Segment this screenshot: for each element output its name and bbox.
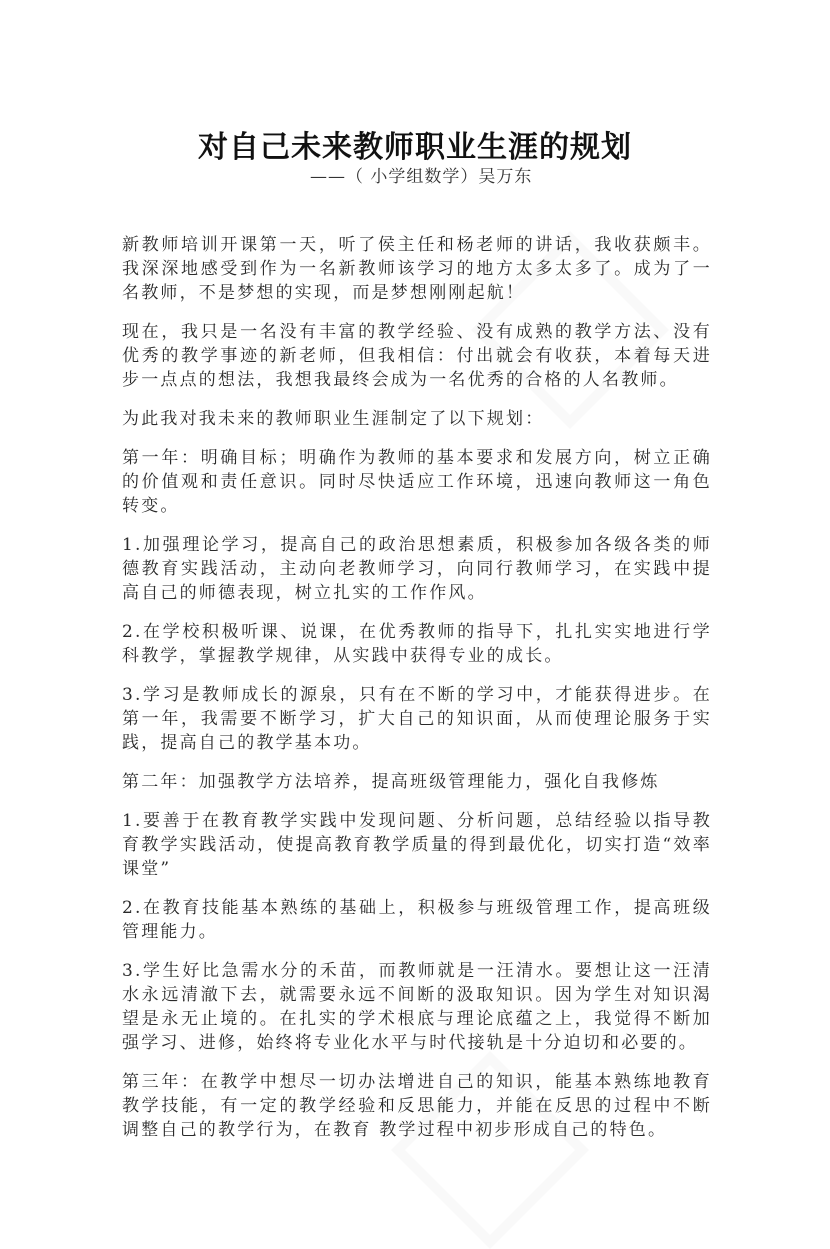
paragraph: 1.加强理论学习，提高自己的政治思想素质，积极参加各级各类的师德教育实践活动，主动向老教师学习，向同行教师学习，在实践中提高自己的师德表现，树立扎实的工作作风。 xyxy=(122,535,712,603)
document-body xyxy=(122,233,712,1157)
paragraph: 3.学习是教师成长的源泉，只有在不断的学习中，才能获得进步。在第一年，我需要不断学习，扩大自己的知识面，从而使理论服务于实践，提高自己的教学基本功。 xyxy=(122,685,712,753)
document-subtitle-author: ——（ 小学组数学）吴万东 xyxy=(310,167,533,187)
document-title: 对自己未来教师职业生涯的规划 xyxy=(198,130,632,166)
paragraph: 为此我对我未来的教师职业生涯制定了以下规划： xyxy=(122,409,545,429)
paragraph: 现在，我只是一名没有丰富的教学经验、没有成熟的教学方法、没有优秀的教学事迹的新老师，但我相信：付出就会有收获，本着每天进步一点点的想法，我想我最终会成为一名优秀的合格的人名教师。 xyxy=(122,322,712,390)
paragraph: 第二年：加强教学方法培养，提高班级管理能力，强化自我修炼 xyxy=(122,772,660,792)
paragraph: 2.在教育技能基本熟练的基础上，积极参与班级管理工作，提高班级管理能力。 xyxy=(122,898,712,942)
paragraph: 3.学生好比急需水分的禾苗，而教师就是一汪清水。要想让这一汪清水永远清澈下去，就需要永远不间断的汲取知识。因为学生对知识渴望是永无止境的。在扎实的学术根底与理论底蕴之上，我觉得不断加强学习、进修，始终将专业化水平与时代接轨是十分迫切和必要的。 xyxy=(122,961,712,1053)
paragraph: 新教师培训开课第一天，听了侯主任和杨老师的讲话，我收获颇丰。我深深地感受到作为一名新教师该学习的地方太多太多了。成为了一名教师，不是梦想的实现，而是梦想刚刚起航！ xyxy=(122,235,712,303)
paragraph: 第一年：明确目标；明确作为教师的基本要求和发展方向，树立正确的价值观和责任意识。同时尽快适应工作环境，迅速向教师这一角色转变。 xyxy=(122,448,712,516)
paragraph: 1.要善于在教育教学实践中发现问题、分析问题，总结经验以指导教育教学实践活动，使提高教育教学质量的得到最优化，切实打造“效率课堂” xyxy=(122,811,712,879)
paragraph: 2.在学校积极听课、说课，在优秀教师的指导下，扎扎实实地进行学科教学，掌握教学规律，从实践中获得专业的成长。 xyxy=(122,622,712,666)
paragraph: 第三年：在教学中想尽一切办法增进自己的知识，能基本熟练地教育教学技能，有一定的教学经验和反思能力，并能在反思的过程中不断调整自己的教学行为，在教育 教学过程中初步形成自己的特色。 xyxy=(122,1072,712,1140)
